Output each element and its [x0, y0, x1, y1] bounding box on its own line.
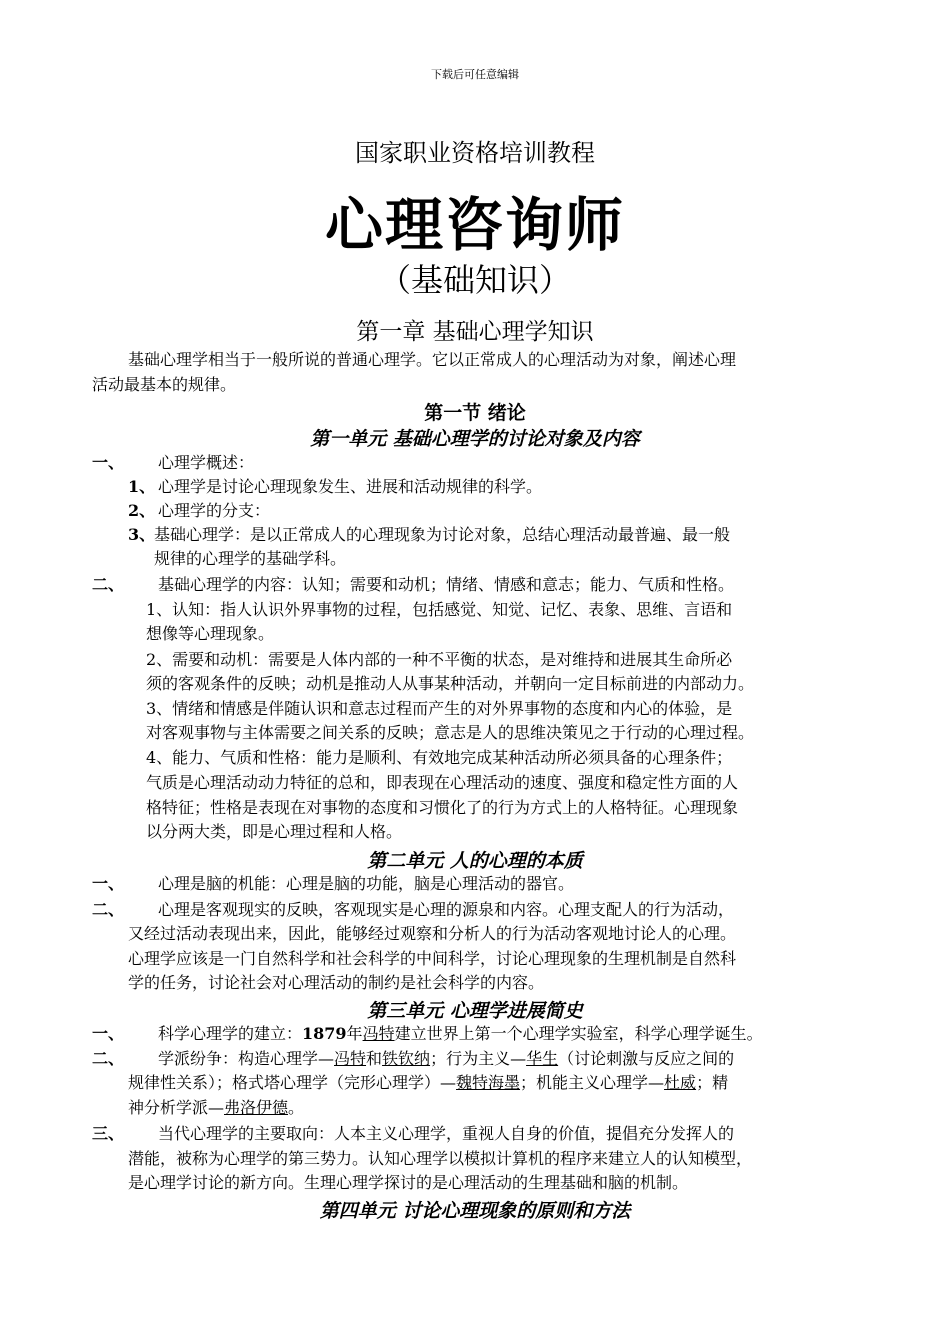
- person-name: 冯特: [334, 1049, 367, 1068]
- content-text: 格特征；性格是表现在对事物的态度和习惯化了的行为方式上的人格特征。心理现象: [146, 798, 739, 817]
- text-run: ；精: [696, 1073, 729, 1092]
- sub-text: 规律的心理学的基础学科。: [154, 549, 347, 568]
- text-run: 学派纷争：构造心理学—: [158, 1049, 335, 1068]
- chapter-title: 第一章 基础心理学知识: [356, 319, 594, 345]
- book-subtitle: （基础知识）: [378, 261, 571, 299]
- content-text: 4、能力、气质和性格：能力是顺利、有效地完成某种活动所必须具备的心理条件；: [146, 748, 733, 767]
- text-run: 神分析学派—: [128, 1098, 225, 1117]
- item-number: 二、: [92, 1049, 125, 1068]
- content-text: 3、情绪和情感是伴随认识和意志过程而产生的对外界事物的态度和内心的体验，是: [146, 699, 733, 718]
- person-name: 魏特海墨: [456, 1073, 521, 1092]
- item-text: 又经过活动表现出来，因此，能够经过观察和分析人的行为活动客观地讨论人的心理。: [128, 924, 737, 943]
- item-text: [128, 1096, 304, 1120]
- text-run: 和: [366, 1049, 383, 1068]
- sub-number: 3、: [128, 525, 156, 544]
- item-number: 二、: [92, 575, 125, 594]
- text-run: 。: [288, 1098, 305, 1117]
- item-text: 当代心理学的主要取向：人本主义心理学，重视人自身的价值，提倡充分发挥人的: [158, 1124, 735, 1143]
- item-text: 基础心理学的内容：认知；需要和动机；情绪、情感和意志；能力、气质和性格。: [158, 575, 735, 594]
- text-run: 建立世界上第一个心理学实验室，科学心理学诞生。: [394, 1024, 763, 1043]
- book-title: 心理咨询师: [324, 191, 625, 259]
- unit-title: 第三单元 心理学进展简史: [367, 1000, 583, 1022]
- text-run: 规律性关系）；格式塔心理学（完形心理学）—: [128, 1073, 457, 1092]
- person-name: 铁钦纳: [382, 1049, 431, 1068]
- intro-line: 基础心理学相当于一般所说的普通心理学。它以正常成人的心理活动为对象，阐述心理: [128, 350, 737, 369]
- year: 1879: [302, 1024, 347, 1043]
- item-text: 心理学应该是一门自然科学和社会科学的中间科学，讨论心理现象的生理机制是自然科: [128, 949, 737, 968]
- content-text: 须的客观条件的反映；动机是推动人从事某种活动，并朝向一定目标前进的内部动力。: [146, 674, 755, 693]
- sub-text: 心理学是讨论心理现象发生、进展和活动规律的科学。: [158, 477, 543, 496]
- person-name: 冯特: [362, 1024, 395, 1043]
- item-text: 心理学概述：: [158, 453, 255, 472]
- text-run: ；机能主义心理学—: [520, 1073, 665, 1092]
- content-text: 以分两大类，即是心理过程和人格。: [146, 822, 403, 841]
- text-run: 年: [346, 1024, 363, 1043]
- item-text: 心理是脑的机能：心理是脑的功能，脑是心理活动的器官。: [158, 874, 575, 893]
- unit-title: 第二单元 人的心理的本质: [367, 850, 583, 872]
- item-text: [158, 1022, 763, 1046]
- content-text: 气质是心理活动动力特征的总和，即表现在心理活动的速度、强度和稳定性方面的人: [146, 773, 739, 792]
- unit-title: 第一单元 基础心理学的讨论对象及内容: [310, 428, 640, 450]
- item-number: 二、: [92, 900, 125, 919]
- item-text: 是心理学讨论的新方向。生理心理学探讨的是心理活动的生理基础和脑的机制。: [128, 1173, 689, 1192]
- text-run: 科学心理学的建立：: [158, 1024, 303, 1043]
- text-run: ；行为主义—: [430, 1049, 527, 1068]
- text-run: （讨论刺激与反应之间的: [558, 1049, 735, 1068]
- item-number: 一、: [92, 453, 125, 472]
- section-title: 第一节 绪论: [424, 402, 526, 424]
- item-number: 一、: [92, 874, 125, 893]
- item-text: 心理是客观现实的反映，客观现实是心理的源泉和内容。心理支配人的行为活动，: [158, 900, 735, 919]
- item-text: [158, 1047, 734, 1071]
- sub-text: 基础心理学：是以正常成人的心理现象为讨论对象，总结心理活动最普遍、最一般: [154, 525, 731, 544]
- person-name: 华生: [526, 1049, 559, 1068]
- page-header: 下载后可任意编辑: [431, 68, 519, 81]
- sub-text: 心理学的分支：: [158, 501, 271, 520]
- unit-title: 第四单元 讨论心理现象的原则和方法: [319, 1200, 631, 1222]
- content-text: 对客观事物与主体需要之间关系的反映；意志是人的思维决策见之于行动的心理过程。: [146, 723, 755, 742]
- person-name: 弗洛伊德: [224, 1098, 289, 1117]
- intro-line: 活动最基本的规律。: [92, 375, 237, 394]
- person-name: 杜威: [664, 1073, 697, 1092]
- item-text: [128, 1071, 728, 1095]
- item-text: 潜能，被称为心理学的第三势力。认知心理学以模拟计算机的程序来建立人的认知模型，: [128, 1149, 753, 1168]
- content-text: 想像等心理现象。: [146, 624, 275, 643]
- item-number: 三、: [92, 1124, 125, 1143]
- sub-number: 1、: [128, 477, 156, 496]
- item-text: 学的任务，讨论社会对心理活动的制约是社会科学的内容。: [128, 973, 545, 992]
- content-text: 1、认知：指人认识外界事物的过程，包括感觉、知觉、记忆、表象、思维、言语和: [146, 600, 733, 619]
- course-title: 国家职业资格培训教程: [355, 139, 595, 167]
- item-number: 一、: [92, 1024, 125, 1043]
- content-text: 2、需要和动机：需要是人体内部的一种不平衡的状态，是对维持和进展其生命所必: [146, 650, 733, 669]
- sub-number: 2、: [128, 501, 156, 520]
